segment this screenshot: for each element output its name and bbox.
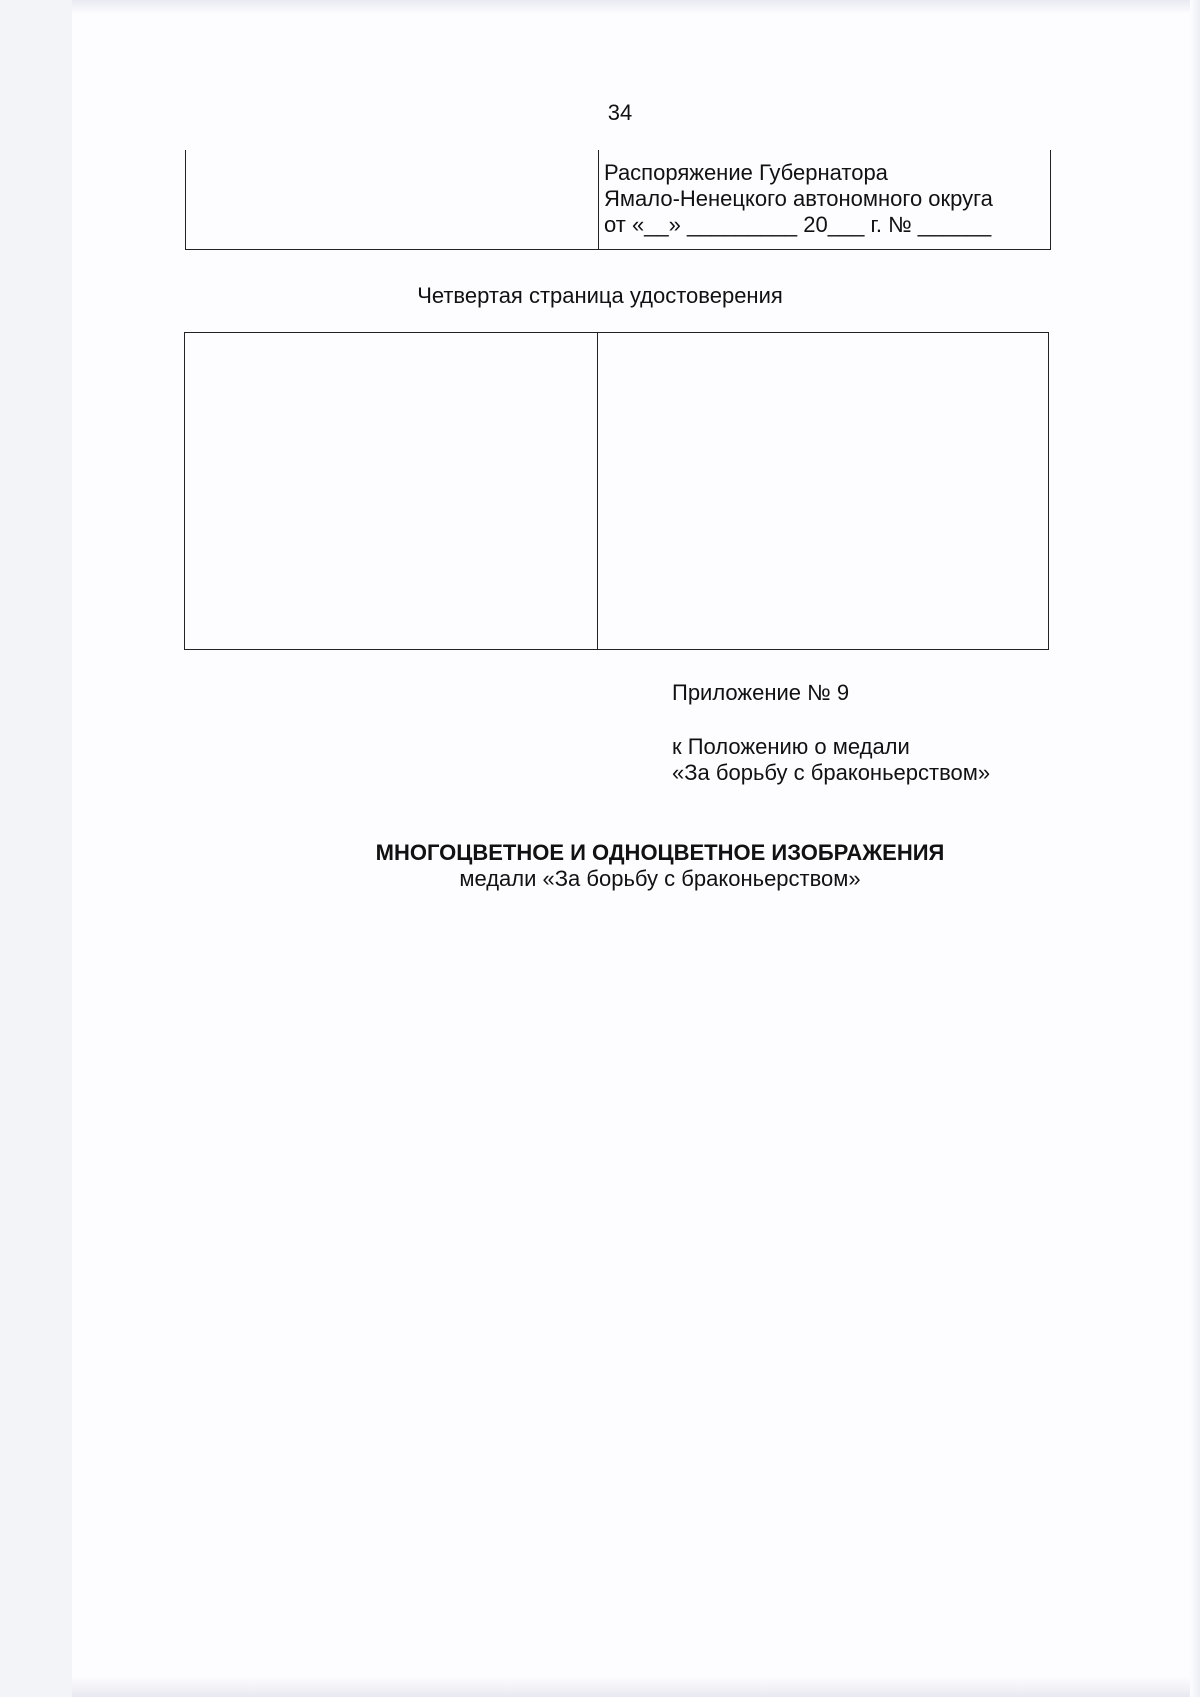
order-header-line1: Распоряжение Губернатора [604, 160, 888, 185]
appendix-to-line2: «За борьбу с браконьерством» [672, 760, 991, 785]
heading-block [0, 840, 1200, 892]
sub-heading: медали «За борьбу с браконьерством» [459, 866, 861, 891]
scan-shadow-bottom [72, 1677, 1200, 1697]
order-header [604, 160, 993, 238]
main-heading: МНОГОЦВЕТНОЕ И ОДНОЦВЕТНОЕ ИЗОБРАЖЕНИЯ [375, 840, 945, 865]
section-caption: Четвертая страница удостоверения [417, 283, 783, 308]
appendix-to-line1: к Положению о медали [672, 734, 910, 759]
certificate-fourth-page-table [184, 332, 1049, 650]
table-divider [598, 150, 599, 249]
certificate-third-page-table [185, 150, 1051, 250]
fourth-page-right-cell [598, 333, 1048, 649]
scan-shadow-top [72, 0, 1200, 14]
order-header-line3: от «__» _________ 20___ г. № ______ [604, 212, 992, 237]
page-number: 34 [607, 100, 633, 125]
appendix-block [672, 680, 990, 786]
fourth-page-left-cell [185, 333, 598, 649]
appendix-number: Приложение № 9 [672, 680, 850, 705]
order-header-line2: Ямало-Ненецкого автономного округа [604, 186, 993, 211]
